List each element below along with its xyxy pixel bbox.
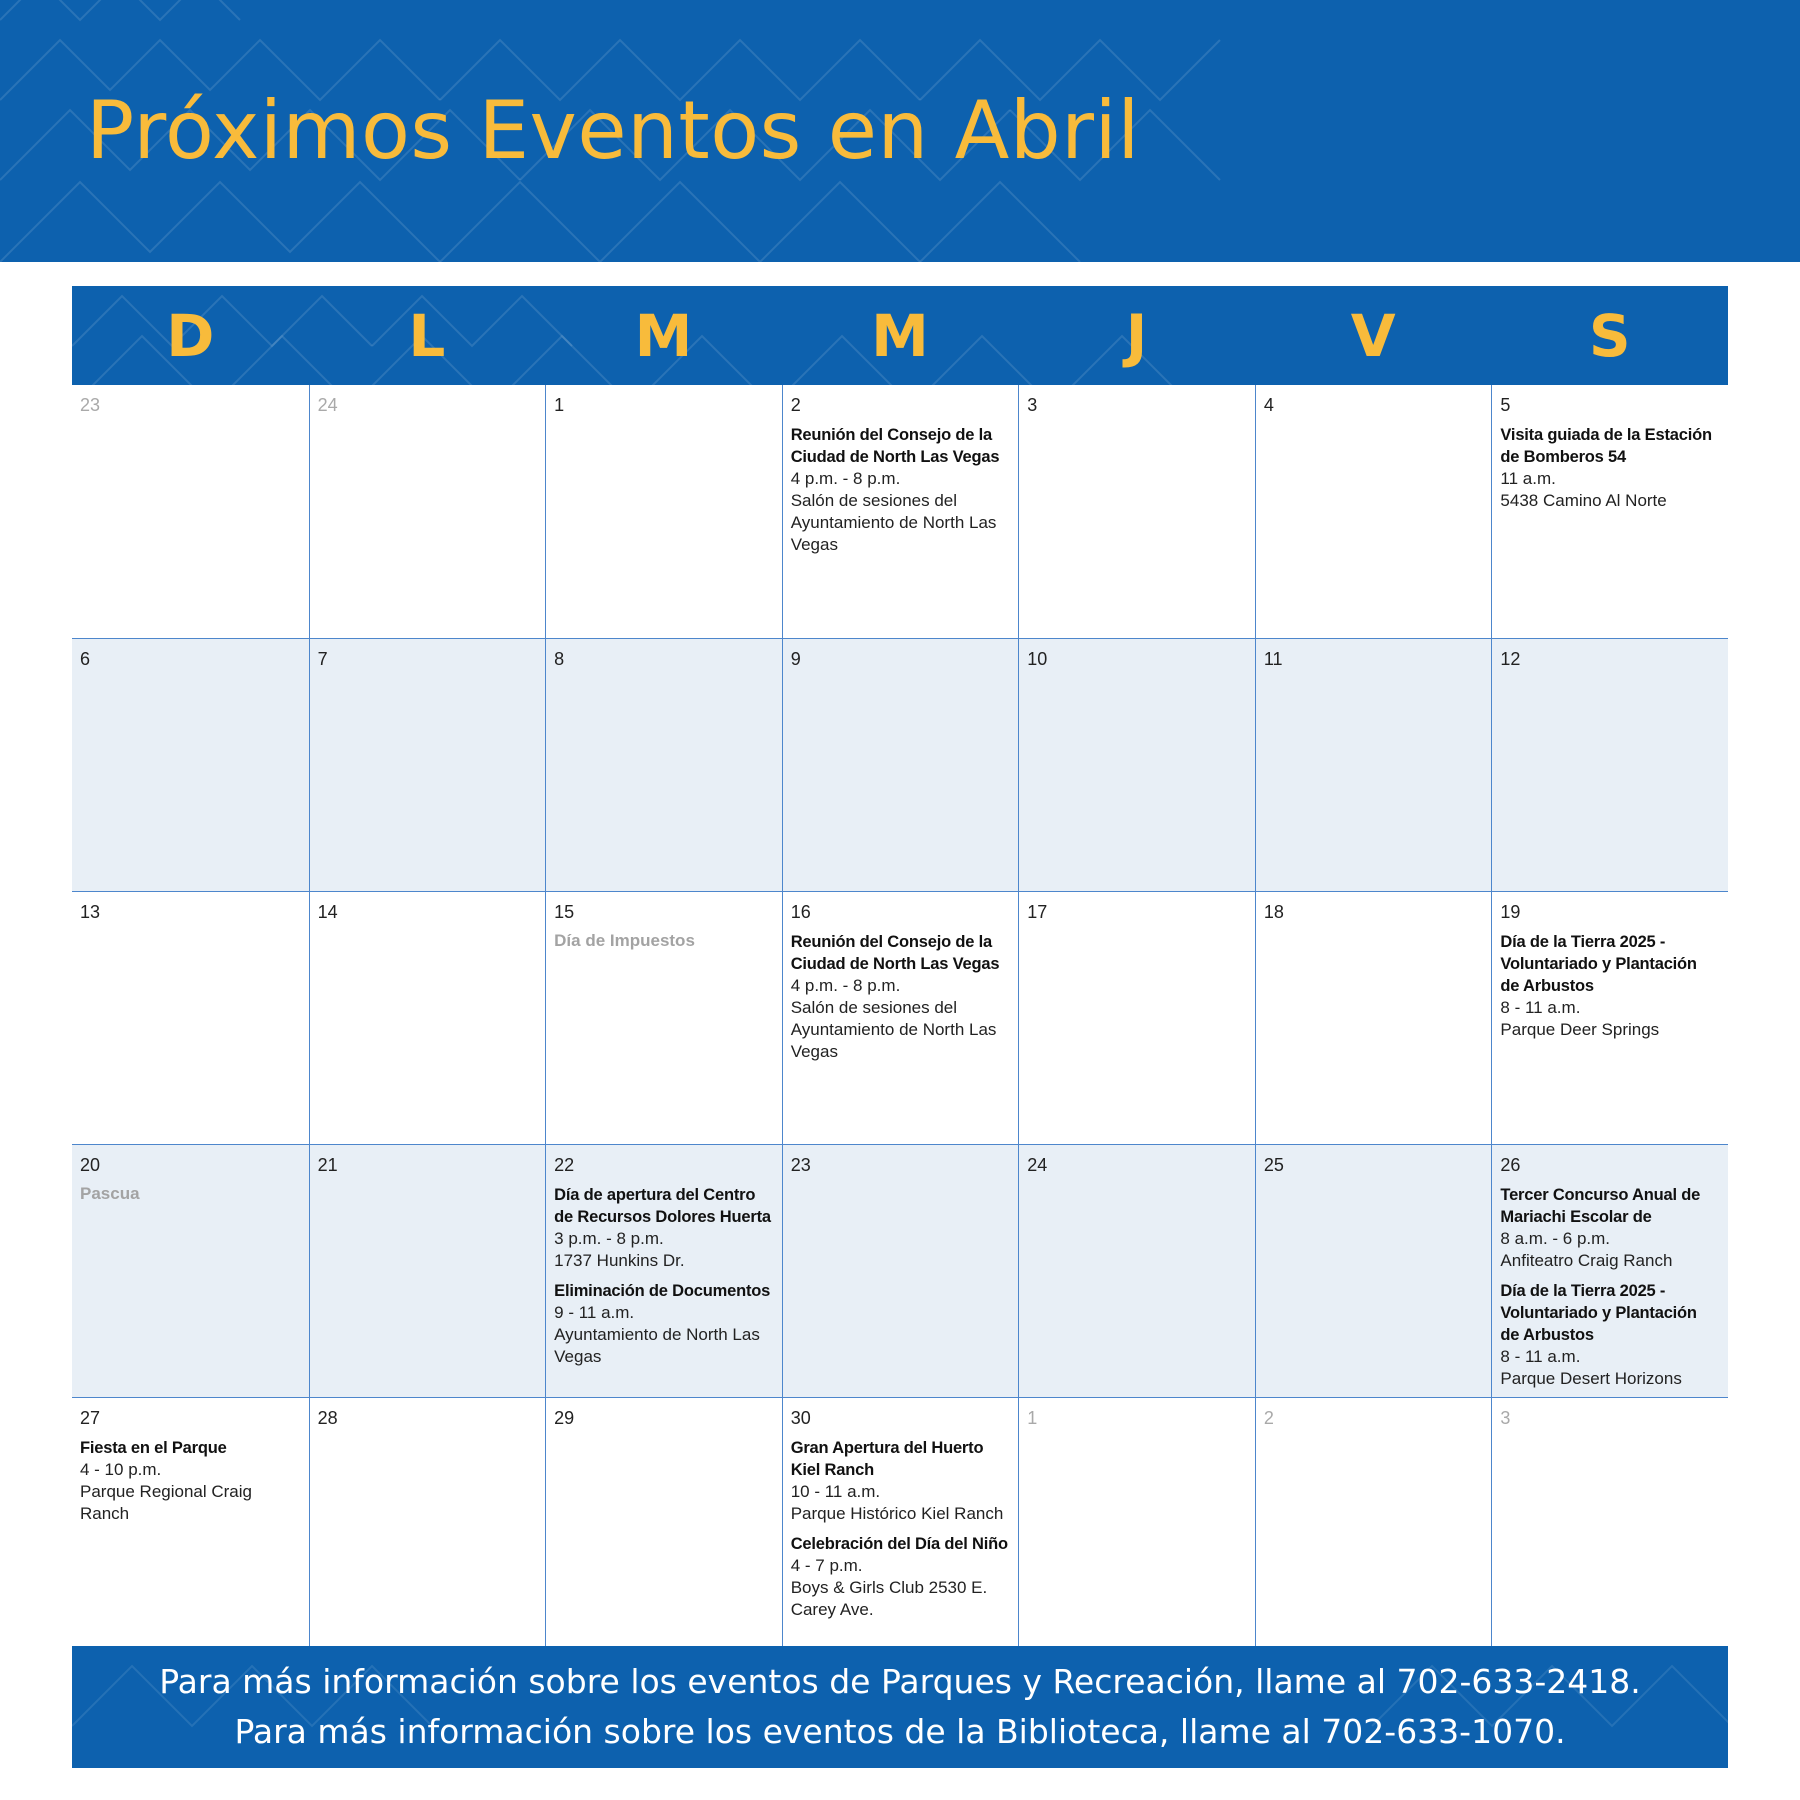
weekday-saturday: S: [1588, 301, 1631, 370]
day-cell: [72, 1144, 309, 1397]
day-cell: [545, 1144, 782, 1397]
weekday-tuesday: M: [634, 301, 693, 370]
event-time: 4 - 10 p.m.: [80, 1460, 162, 1479]
day-number: 5: [1500, 395, 1511, 415]
event-time: 4 p.m. - 8 p.m.: [790, 976, 901, 995]
event-entry: [1500, 1184, 1720, 1272]
event-time: 8 - 11 a.m.: [1500, 1347, 1581, 1366]
day-cell: [782, 385, 1019, 638]
day-cell: [1491, 1144, 1728, 1397]
page-title: Próximos Eventos en Abril: [86, 84, 1140, 177]
day-cell: [72, 638, 309, 891]
event-entry: [1500, 1280, 1720, 1390]
day-number: 9: [790, 649, 801, 669]
event-time: 4 p.m. - 8 p.m.: [790, 469, 901, 488]
day-number: 10: [1027, 649, 1048, 669]
event-time: 11 a.m.: [1500, 469, 1556, 488]
event-title: Gran Apertura del Huerto Kiel Ranch: [790, 1439, 984, 1479]
event-title: Visita guiada de la Estación de Bomberos 54: [1500, 426, 1712, 466]
day-cell: [1018, 1144, 1255, 1397]
day-number: 23: [80, 395, 101, 415]
event-place: Parque Desert Horizons: [1500, 1369, 1682, 1388]
event-place: Salón de sesiones del Ayuntamiento de North Las Vegas: [790, 998, 997, 1061]
day-cell: [309, 638, 546, 891]
event-place: 5438 Camino Al Norte: [1500, 491, 1667, 510]
day-cell: [1018, 1397, 1255, 1650]
day-number: 20: [80, 1155, 101, 1175]
event-title: Fiesta en el Parque: [80, 1439, 227, 1457]
day-cell: [545, 891, 782, 1144]
event-title: Día de apertura del Centro de Recursos Dolores Huerta: [554, 1186, 771, 1226]
day-cell: [309, 385, 546, 638]
day-number: 11: [1263, 649, 1283, 669]
day-cell: [545, 1397, 782, 1650]
event-title: Día de la Tierra 2025 - Voluntariado y Plantación de Arbustos: [1500, 933, 1697, 995]
day-number: 6: [80, 649, 91, 669]
day-number: 2: [1263, 1408, 1274, 1428]
calendar-grid: [72, 385, 1728, 1650]
event-time: 9 - 11 a.m.: [554, 1303, 635, 1322]
event-place: 1737 Hunkins Dr.: [554, 1251, 685, 1270]
day-cell: [782, 638, 1019, 891]
day-number: 24: [1027, 1155, 1048, 1175]
event-entry: [791, 1437, 1011, 1525]
day-cell: [72, 1397, 309, 1650]
day-cell: [1255, 1397, 1492, 1650]
day-number: 3: [1027, 395, 1038, 415]
event-place: Parque Regional Craig Ranch: [80, 1482, 252, 1523]
day-number: 14: [317, 902, 338, 922]
day-number: 23: [790, 1155, 811, 1175]
day-number: 17: [1027, 902, 1048, 922]
weekday-sunday: D: [166, 301, 215, 370]
footer-parks-info: Para más información sobre los eventos de Parques y Recreación, llame al 702-633-2418.: [159, 1662, 1641, 1701]
day-cell: [1255, 891, 1492, 1144]
event-place: Anfiteatro Craig Ranch: [1500, 1251, 1673, 1270]
day-cell: [782, 891, 1019, 1144]
day-cell: [309, 1397, 546, 1650]
weekday-friday: V: [1350, 301, 1396, 370]
weekday-wednesday: M: [871, 301, 929, 370]
day-cell: [545, 385, 782, 638]
day-cell: [1018, 385, 1255, 638]
event-time: 8 - 11 a.m.: [1500, 998, 1581, 1017]
day-cell: [1491, 1397, 1728, 1650]
header-banner: [0, 0, 1800, 262]
event-time: 10 - 11 a.m.: [790, 1482, 881, 1501]
event-place: Parque Deer Springs: [1500, 1020, 1660, 1039]
day-number: 3: [1500, 1408, 1511, 1428]
footer-library-info: Para más información sobre los eventos de la Biblioteca, llame al 702-633-1070.: [234, 1712, 1566, 1751]
day-number: 12: [1500, 649, 1521, 669]
day-cell: [1491, 385, 1728, 638]
event-title: Reunión del Consejo de la Ciudad de North Las Vegas: [790, 426, 1000, 466]
weekday-monday: L: [408, 301, 446, 370]
day-cell: [72, 385, 309, 638]
event-time: 8 a.m. - 6 p.m.: [1500, 1229, 1611, 1248]
day-cell: [1491, 638, 1728, 891]
day-number: 28: [317, 1408, 338, 1428]
day-number: 27: [80, 1408, 101, 1428]
calendar: [72, 286, 1728, 1650]
day-number: 19: [1500, 902, 1521, 922]
event-title: Día de la Tierra 2025 - Voluntariado y Plantación de Arbustos: [1500, 1282, 1697, 1344]
event-place: Boys & Girls Club 2530 E. Carey Ave.: [790, 1578, 988, 1619]
day-number: 29: [554, 1408, 575, 1428]
day-cell: [309, 1144, 546, 1397]
day-cell: [782, 1397, 1019, 1650]
day-cell: [309, 891, 546, 1144]
day-number: 21: [317, 1155, 338, 1175]
event-place: Ayuntamiento de North Las Vegas: [554, 1325, 760, 1366]
day-cell: [1255, 1144, 1492, 1397]
event-title: Eliminación de Documentos: [554, 1282, 771, 1300]
day-number: 26: [1500, 1155, 1521, 1175]
day-cell: [1491, 891, 1728, 1144]
day-number: 22: [554, 1155, 575, 1175]
event-entry: [791, 424, 1011, 556]
day-cell: [782, 1144, 1019, 1397]
footer-banner: [72, 1646, 1728, 1768]
day-number: 18: [1263, 902, 1284, 922]
day-number: 13: [80, 902, 101, 922]
day-cell: [545, 638, 782, 891]
event-entry: [1500, 424, 1720, 512]
event-title: Tercer Concurso Anual de Mariachi Escolar de: [1500, 1186, 1701, 1226]
day-cell: [1018, 638, 1255, 891]
event-place: Parque Histórico Kiel Ranch: [790, 1504, 1004, 1523]
event-entry: [554, 1184, 774, 1272]
holiday-label: Día de Impuestos: [554, 931, 695, 950]
day-number: 8: [554, 649, 565, 669]
day-number: 25: [1263, 1155, 1284, 1175]
day-cell: [1018, 891, 1255, 1144]
event-entry: [80, 1437, 301, 1525]
day-number: 30: [790, 1408, 811, 1428]
day-number: 2: [790, 395, 801, 415]
event-place: Salón de sesiones del Ayuntamiento de North Las Vegas: [790, 491, 997, 554]
day-cell: [1255, 385, 1492, 638]
event-entry: [554, 1280, 774, 1368]
event-entry: [791, 931, 1011, 1063]
holiday-label: Pascua: [80, 1184, 140, 1203]
day-number: 1: [1027, 1408, 1038, 1428]
event-title: Celebración del Día del Niño: [790, 1535, 1008, 1553]
day-number: 16: [790, 902, 811, 922]
event-entry: [1500, 931, 1720, 1041]
event-title: Reunión del Consejo de la Ciudad de North Las Vegas: [790, 933, 1000, 973]
day-number: 1: [554, 395, 565, 415]
day-cell: [1255, 638, 1492, 891]
event-time: 4 - 7 p.m.: [790, 1556, 863, 1575]
event-time: 3 p.m. - 8 p.m.: [554, 1229, 664, 1248]
day-cell: [72, 891, 309, 1144]
day-number: 24: [317, 395, 338, 415]
day-number: 7: [317, 649, 328, 669]
event-entry: [791, 1533, 1011, 1621]
weekday-header: [72, 286, 1728, 385]
day-number: 15: [554, 902, 575, 922]
day-number: 4: [1263, 395, 1274, 415]
weekday-thursday: J: [1125, 301, 1148, 370]
